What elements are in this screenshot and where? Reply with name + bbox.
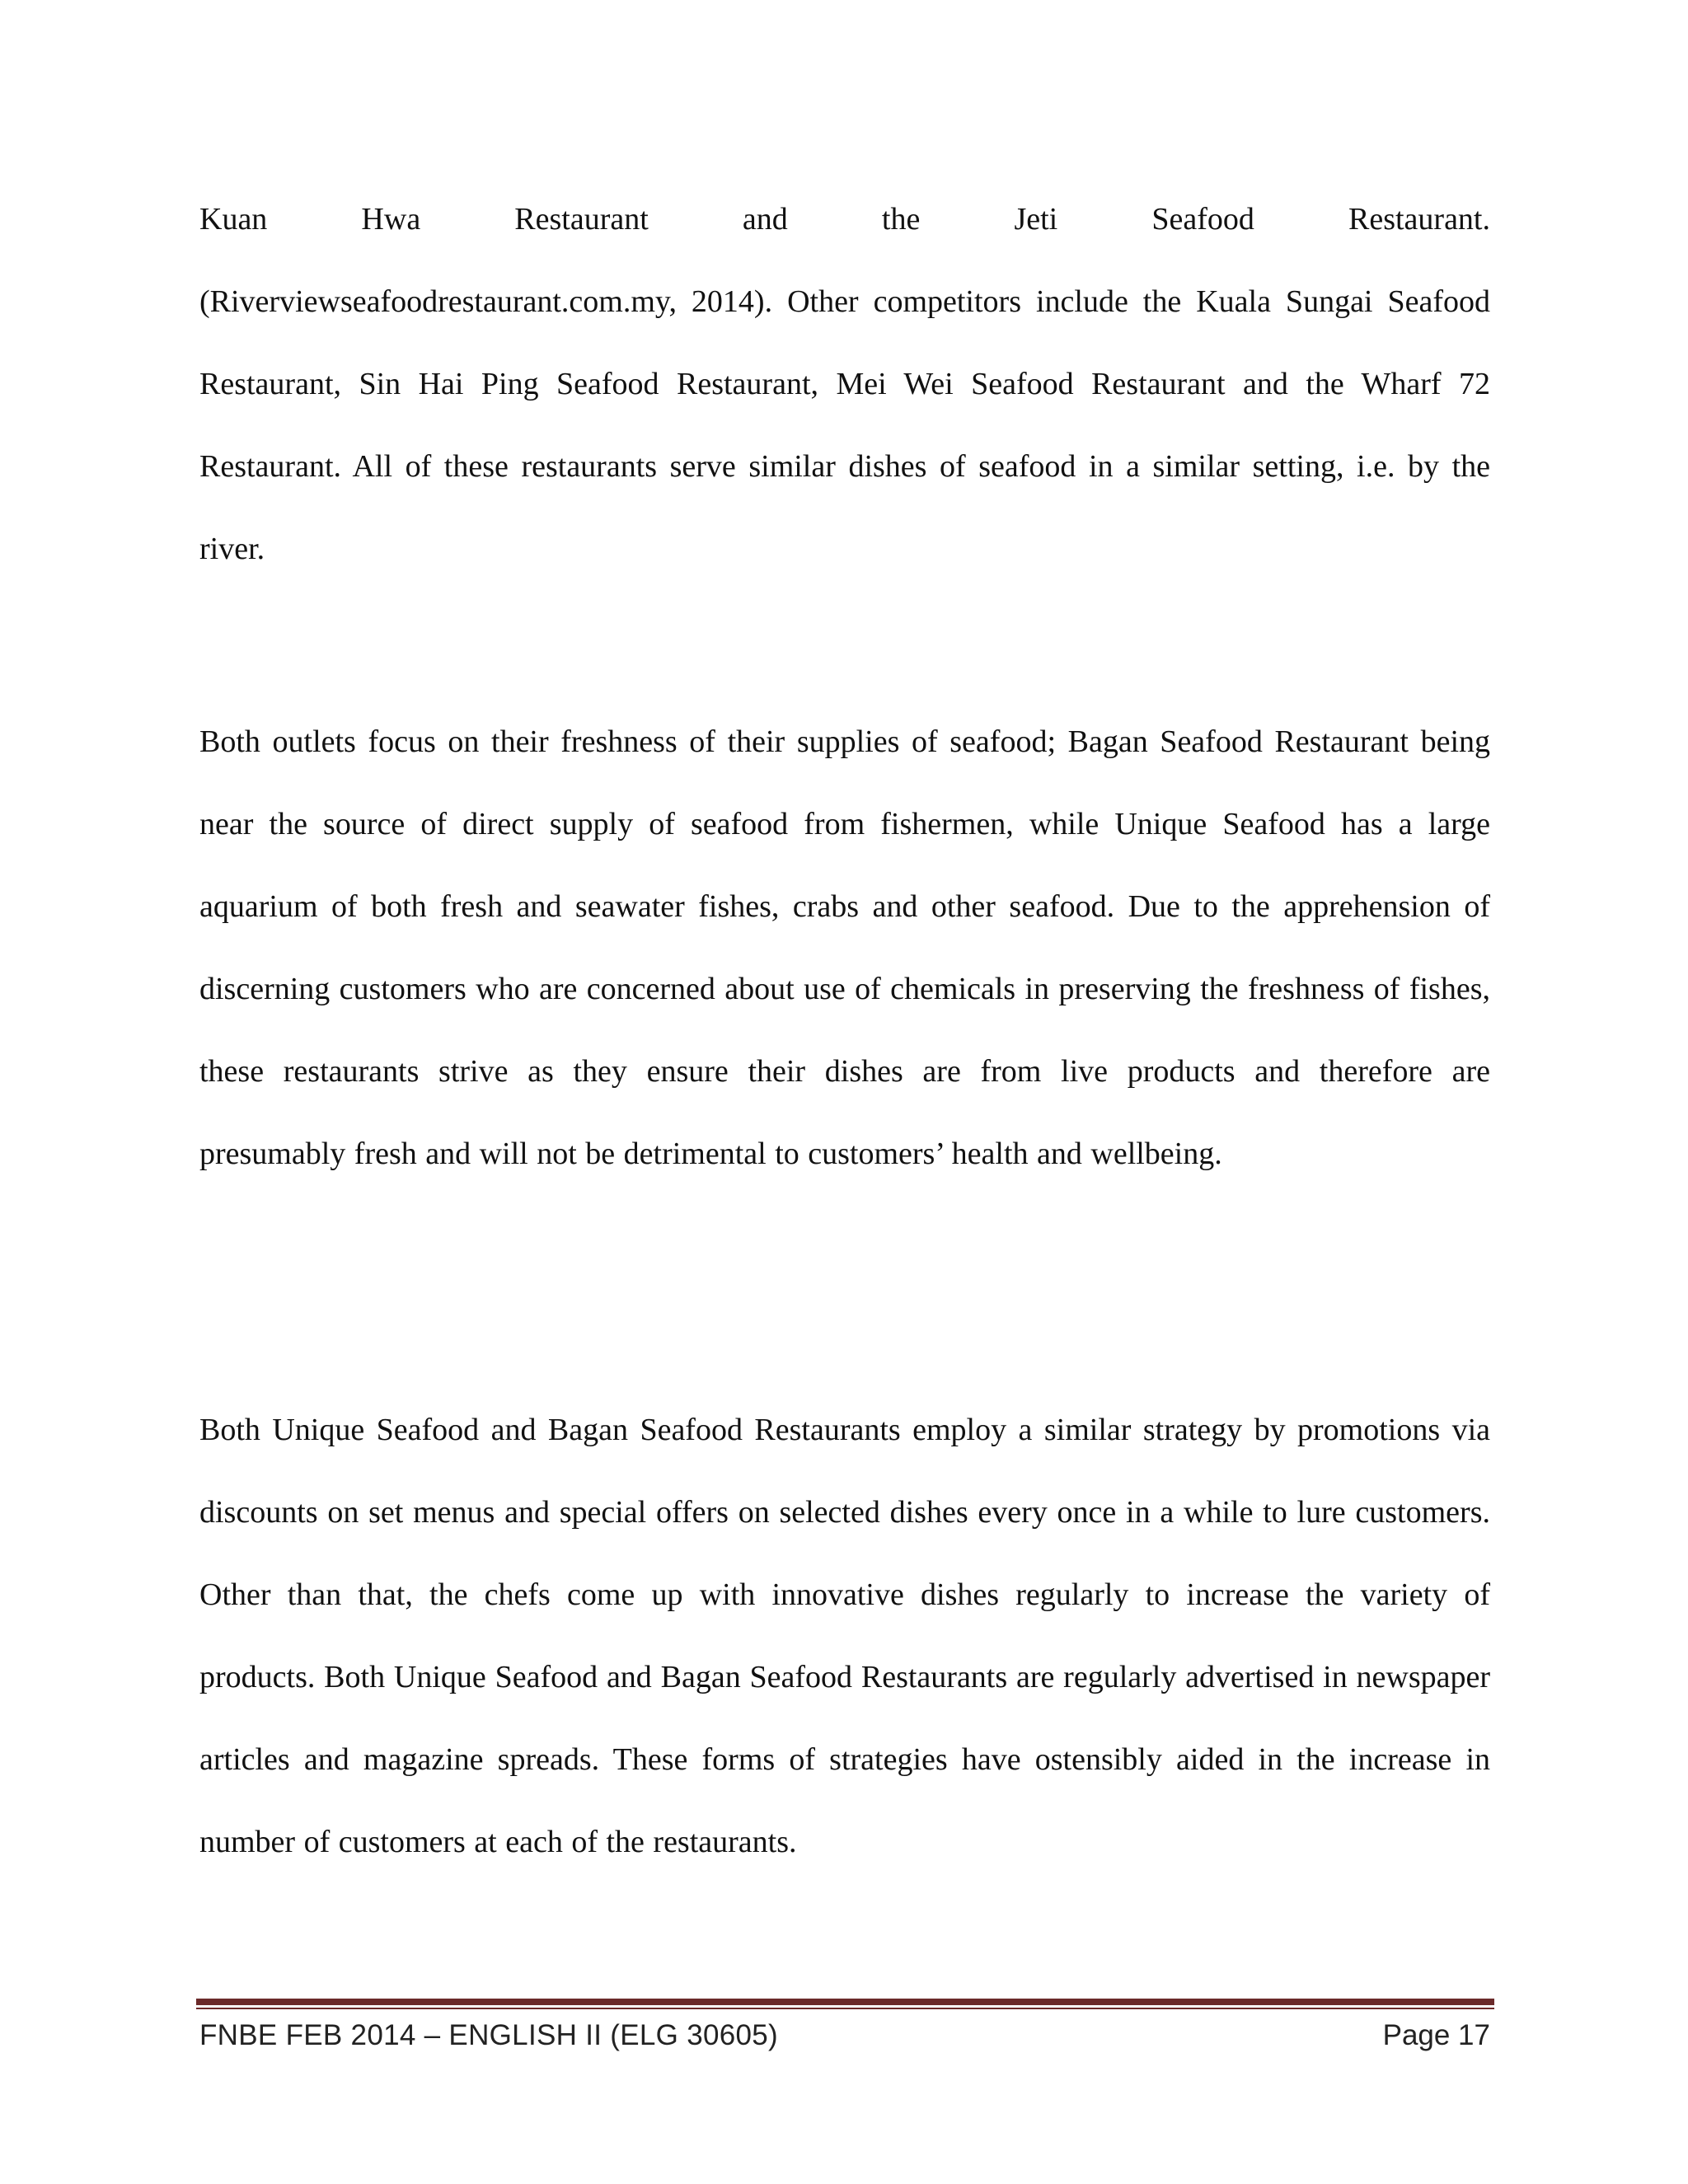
paragraph-competitors — [199, 178, 1490, 590]
footer-rule-thin — [196, 2008, 1494, 2009]
paragraph-freshness: Both outlets focus on their freshness of their supplies of seafood; Bagan Seafood Restaurant being near the source of direct supply of seafood from fishermen, while Unique Seafood has a large aquarium of both fresh and seawater fishes, crabs and other seafood. Due to the apprehension of discerning customers who are concerned about use of chemicals in preserving the freshness of fishes, these restaurants strive as they ensure their dishes are from live products and therefore are presumably fresh and will not be detrimental to customers’ health and wellbeing. — [199, 724, 1490, 1171]
paragraph-first-line: Kuan Hwa Restaurant and the Jeti Seafood Restaurant. — [199, 202, 1490, 237]
footer-page-number: Page 17 — [1382, 2019, 1490, 2051]
paragraph-continuation: (Riverviewseafoodrestaurant.com.my, 2014). Other competitors include the Kuala Sungai Seafood Restaurant, Sin Hai Ping Seafood Restaurant, Mei Wei Seafood Restaurant and the Wharf 72 Restaurant. All of these restaurants serve similar dishes of seafood in a similar setting, i.e. by the river. — [199, 284, 1490, 566]
footer-course-label: FNBE FEB 2014 – ENGLISH II (ELG 30605) — [199, 2019, 778, 2051]
footer-rule-thick — [196, 1999, 1494, 2005]
paragraph-strategies: Both Unique Seafood and Bagan Seafood Restaurants employ a similar strategy by promotions via discounts on set menus and special offers on selected dishes every once in a while to lure customers. Other than that, the chefs come up with innovative dishes regularly to increase the variety of products. Both Unique Seafood and Bagan Seafood Restaurants are regularly advertised in newspaper articles and magazine spreads. These forms of strategies have ostensibly aided in the increase in number of customers at each of the restaurants. — [199, 1413, 1490, 1859]
page-footer — [199, 2011, 1490, 2060]
